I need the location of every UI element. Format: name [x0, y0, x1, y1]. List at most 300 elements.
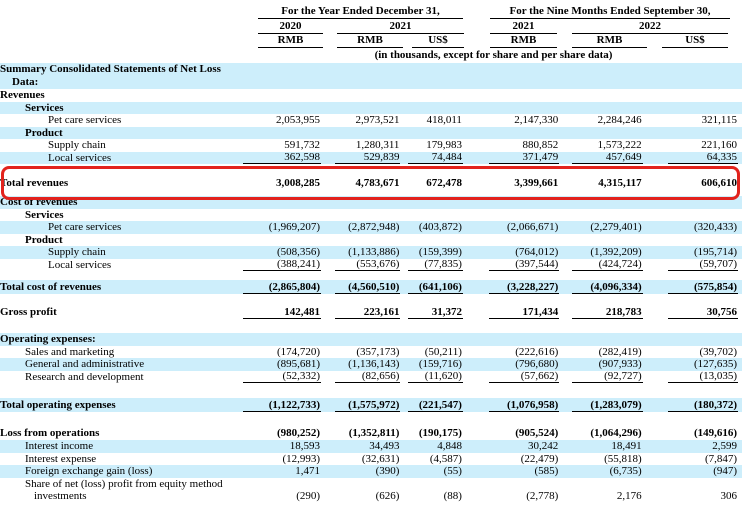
table-row [0, 171, 742, 196]
cell-value [335, 209, 400, 222]
table-row [0, 196, 742, 209]
cell-value [243, 127, 321, 140]
table-row [0, 221, 742, 234]
cell-value: 3,399,661 [514, 177, 559, 189]
cell-value [572, 478, 642, 491]
cell-value: 171,434 [489, 305, 559, 319]
row-label-text: Services [25, 208, 64, 221]
column-gap [321, 465, 335, 478]
column-gap [643, 358, 668, 371]
column-gap [321, 102, 335, 115]
cell-value [408, 234, 463, 247]
column-gap [463, 453, 489, 466]
cell-value [489, 196, 559, 209]
row-label [0, 333, 243, 346]
table-row [0, 426, 742, 440]
cell-value: (2,865,804) [243, 280, 321, 294]
cell-value: (77,835) [408, 259, 463, 272]
cell-value: 30,242 [528, 440, 559, 452]
cell-value: (92,727) [572, 371, 642, 384]
cell-value: (320,433) [693, 221, 738, 233]
column-gap [321, 371, 335, 384]
cell-value: 2,284,246 [597, 114, 642, 126]
column-gap [643, 246, 668, 259]
column-gap [321, 171, 335, 196]
row-label-text: Foreign exchange gain (loss) [25, 465, 153, 477]
row-label-text: Cost of revenues [0, 196, 78, 208]
cell-value [572, 234, 642, 247]
currency-header-rmb: RMB [572, 34, 647, 48]
table-row [0, 89, 742, 102]
cell-value: (641,106) [408, 280, 463, 294]
cell-value: (388,241) [243, 259, 321, 272]
column-gap [321, 358, 335, 371]
cell-value [489, 89, 559, 102]
row-label [0, 127, 243, 140]
cell-value: 1,573,222 [597, 139, 642, 151]
spacer-row [0, 383, 742, 398]
cell-value: 2,176 [616, 490, 642, 502]
table-row [0, 114, 742, 127]
column-gap [559, 371, 572, 384]
row-label [0, 63, 245, 89]
column-gap [643, 398, 668, 412]
column-gap [321, 426, 335, 440]
column-gap [321, 246, 335, 259]
cell-value [243, 102, 321, 115]
cell-value: (905,524) [515, 427, 559, 439]
cell-value: (1,575,972) [335, 398, 400, 412]
cell-value: (4,560,510) [335, 280, 400, 294]
row-label-text: Interest income [25, 440, 94, 452]
cell-value [243, 196, 321, 209]
column-gap [643, 234, 668, 247]
cell-value: (403,872) [418, 221, 462, 233]
column-gap [321, 221, 335, 234]
table-row [0, 478, 742, 491]
cell-value [335, 102, 400, 115]
currency-header-rmb: RMB [490, 34, 557, 48]
column-gap [400, 171, 408, 196]
table-row [0, 346, 742, 359]
cell-value: (1,122,733) [243, 398, 321, 412]
row-label-text: Local services [48, 258, 112, 271]
table-row [0, 63, 742, 89]
column-gap [643, 453, 668, 466]
cell-value: (7,847) [704, 452, 738, 465]
column-gap [463, 259, 489, 272]
row-label [0, 114, 243, 127]
cell-value: 2,599 [712, 440, 738, 452]
cell-value: (55) [443, 465, 462, 477]
column-gap [559, 305, 572, 319]
column-gap [559, 114, 572, 127]
column-gap [321, 453, 335, 466]
year-header-2021: 2021 [337, 20, 464, 34]
column-gap [400, 426, 408, 440]
column-gap [463, 398, 489, 412]
column-gap [559, 358, 572, 371]
cell-value: (907,933) [598, 358, 642, 370]
row-label-text: Supply chain [48, 139, 106, 151]
row-label-text: Share of net (loss) profit from equity method [25, 477, 223, 490]
column-gap [400, 234, 408, 247]
row-label-text: General and administrative [25, 358, 145, 370]
column-gap [321, 346, 335, 359]
cell-value: 1,280,311 [355, 139, 400, 151]
cell-value [489, 209, 559, 222]
column-gap [643, 465, 668, 478]
cell-value: (59,707) [668, 259, 738, 272]
cell-value: (39,702) [699, 345, 738, 358]
currency-header-usd: US$ [412, 34, 464, 48]
column-gap [643, 127, 668, 140]
cell-value [335, 234, 400, 247]
cell-value: 880,852 [522, 139, 559, 151]
cell-value: (222,616) [515, 345, 559, 358]
column-gap [321, 478, 335, 491]
column-gap [400, 139, 408, 152]
column-gap [400, 346, 408, 359]
cell-value: (397,544) [489, 259, 559, 272]
row-label [0, 398, 243, 412]
column-gap [559, 102, 572, 115]
cell-value [489, 478, 559, 491]
column-gap [559, 490, 572, 503]
cell-value: (2,778) [526, 490, 559, 502]
cell-value: (2,066,671) [506, 221, 559, 233]
column-gap [643, 478, 668, 491]
table-row [0, 398, 742, 412]
spacer-row [0, 319, 742, 333]
column-gap [400, 465, 408, 478]
cell-value: (1,064,296) [590, 427, 642, 439]
column-gap [559, 196, 572, 209]
year-header-2022: 2022 [572, 20, 728, 34]
column-gap [643, 102, 668, 115]
column-gap [400, 221, 408, 234]
row-label [0, 453, 243, 466]
cell-value: 4,848 [437, 440, 462, 452]
table-row [0, 234, 742, 247]
cell-value: 529,839 [335, 152, 400, 165]
cell-value [668, 196, 738, 209]
column-gap [463, 333, 489, 346]
cell-value: (174,720) [276, 345, 321, 358]
cell-value: (57,662) [489, 371, 559, 384]
cell-value: 606,610 [701, 177, 738, 189]
column-gap [463, 358, 489, 371]
cell-value: (11,620) [408, 371, 463, 384]
currency-header-usd: US$ [662, 34, 728, 48]
column-gap [400, 453, 408, 466]
cell-value: 306 [720, 490, 738, 502]
cell-value [572, 102, 642, 115]
cell-value: (2,279,401) [590, 221, 642, 233]
column-gap [400, 196, 408, 209]
cell-value: (282,419) [598, 345, 642, 358]
cell-value: (22,479) [520, 452, 559, 465]
cell-value: (947) [713, 465, 738, 477]
cell-value [243, 89, 321, 102]
column-gap [400, 209, 408, 222]
column-gap [559, 89, 572, 102]
cell-value: (180,372) [668, 398, 738, 412]
column-gap [559, 139, 572, 152]
currency-header-rmb: RMB [258, 34, 323, 48]
cell-value: 31,372 [408, 305, 463, 319]
cell-value: (50,211) [424, 345, 462, 358]
cell-value [489, 333, 559, 346]
row-label [0, 139, 243, 152]
cell-value [335, 89, 400, 102]
column-gap [400, 490, 408, 503]
column-gap [643, 196, 668, 209]
spacer-row [0, 164, 742, 171]
cell-value: (149,616) [693, 427, 738, 439]
table-row [0, 152, 742, 165]
cell-value [572, 196, 642, 209]
table-row [0, 358, 742, 371]
column-gap [463, 114, 489, 127]
column-gap [559, 221, 572, 234]
column-gap [643, 280, 668, 294]
column-gap [321, 139, 335, 152]
cell-value: (1,076,958) [489, 398, 559, 412]
cell-value: 221,160 [701, 139, 738, 151]
cell-value: 4,783,671 [355, 177, 400, 189]
cell-value: (127,635) [693, 358, 738, 370]
cell-value [668, 89, 738, 102]
column-gap [400, 127, 408, 140]
row-label-line2: Data: [12, 76, 39, 88]
cell-value [489, 234, 559, 247]
column-gap [643, 259, 668, 272]
col-group-header-year-ended: For the Year Ended December 31, [258, 5, 463, 19]
column-gap [463, 234, 489, 247]
column-gap [400, 114, 408, 127]
cell-value [243, 478, 321, 491]
cell-value: (4,587) [429, 452, 462, 465]
row-label-text: Pet care services [48, 114, 122, 126]
row-label [0, 426, 243, 440]
cell-value: (13,035) [668, 371, 738, 384]
column-gap [321, 398, 335, 412]
row-label-text: Services [25, 101, 64, 114]
table-row [0, 209, 742, 222]
row-label [0, 209, 243, 222]
column-gap [463, 171, 489, 196]
cell-value: (1,136,143) [348, 358, 400, 370]
column-gap [321, 234, 335, 247]
spacer-row [0, 294, 742, 305]
cell-value: 2,147,330 [514, 114, 559, 126]
cell-value: 142,481 [243, 305, 321, 319]
cell-value: 1,471 [295, 465, 321, 477]
column-gap [321, 89, 335, 102]
column-gap [400, 398, 408, 412]
cell-value: 4,315,117 [598, 177, 642, 189]
row-label [0, 440, 243, 453]
cell-value: (55,818) [604, 452, 642, 465]
col-group-header-nine-months: For the Nine Months Ended September 30, [490, 5, 730, 19]
column-gap [400, 259, 408, 272]
cell-value [243, 333, 321, 346]
cell-value: (4,096,334) [572, 280, 642, 294]
column-gap [463, 346, 489, 359]
row-label [0, 196, 243, 209]
cell-value: 2,053,955 [276, 114, 321, 126]
column-gap [400, 246, 408, 259]
table-body [0, 63, 742, 503]
column-gap [400, 440, 408, 453]
cell-value: (980,252) [276, 427, 321, 439]
row-label [0, 465, 243, 478]
column-gap [321, 127, 335, 140]
column-gap [643, 114, 668, 127]
column-gap [463, 426, 489, 440]
column-gap [400, 305, 408, 319]
cell-value: (1,283,079) [572, 398, 642, 412]
cell-value: 223,161 [335, 305, 400, 319]
column-gap [559, 333, 572, 346]
column-gap [559, 152, 572, 165]
column-gap [400, 371, 408, 384]
column-gap [321, 196, 335, 209]
cell-value [335, 478, 400, 491]
column-gap [559, 453, 572, 466]
cell-value [408, 89, 463, 102]
cell-value: (626) [375, 490, 400, 502]
cell-value: (190,175) [418, 427, 462, 439]
cell-value: (424,724) [572, 259, 642, 272]
cell-value [572, 89, 642, 102]
column-gap [559, 478, 572, 491]
table-row [0, 453, 742, 466]
column-gap [643, 440, 668, 453]
cell-value: 418,011 [426, 114, 462, 126]
column-gap [400, 152, 408, 165]
column-gap [643, 426, 668, 440]
table-row [0, 246, 742, 259]
cell-value: 321,115 [701, 114, 738, 126]
column-gap [643, 89, 668, 102]
cell-value [335, 127, 400, 140]
cell-value: 74,484 [408, 152, 463, 165]
column-gap [559, 171, 572, 196]
cell-value: (1,352,811) [348, 427, 400, 439]
cell-value [243, 234, 321, 247]
cell-value: (895,681) [276, 358, 321, 370]
row-label-text: Local services [48, 151, 112, 164]
row-label-text: Total operating expenses [0, 399, 116, 411]
row-label [0, 246, 243, 259]
column-gap [559, 234, 572, 247]
column-gap [463, 478, 489, 491]
cell-value [408, 127, 463, 140]
column-gap [463, 127, 489, 140]
column-gap [559, 259, 572, 272]
table-header [0, 0, 742, 63]
row-label-text: Revenues [0, 89, 45, 101]
cell-value: (159,716) [418, 358, 462, 370]
column-gap [463, 371, 489, 384]
column-gap [400, 280, 408, 294]
column-gap [463, 465, 489, 478]
column-gap [400, 102, 408, 115]
cell-value: 30,756 [668, 305, 738, 319]
column-gap [643, 346, 668, 359]
column-gap [400, 478, 408, 491]
cell-value: 18,593 [289, 440, 321, 452]
column-gap [463, 246, 489, 259]
column-gap [463, 305, 489, 319]
table-row [0, 280, 742, 294]
row-label-text: Total cost of revenues [0, 281, 102, 293]
cell-value [408, 478, 463, 491]
cell-value: (32,631) [361, 452, 400, 465]
cell-value: (221,547) [408, 398, 463, 412]
cell-value: (2,872,948) [348, 221, 400, 233]
column-gap [463, 490, 489, 503]
cell-value: (6,735) [609, 465, 642, 477]
cell-value: (88) [443, 490, 462, 502]
column-gap [643, 152, 668, 165]
cell-value: (1,969,207) [268, 221, 321, 233]
column-gap [321, 152, 335, 165]
column-gap [559, 346, 572, 359]
row-label-text: Operating expenses: [0, 333, 96, 345]
cell-value [668, 478, 738, 491]
units-note: (in thousands, except for share and per share data) [374, 49, 613, 61]
cell-value [408, 102, 463, 115]
cell-value [668, 127, 738, 140]
table-row [0, 259, 742, 272]
row-label-text: Gross profit [0, 306, 57, 318]
cell-value [335, 333, 400, 346]
row-label [0, 280, 243, 294]
cell-value: (52,332) [243, 371, 321, 384]
row-label-text: Summary Consolidated Statements of Net Loss [0, 63, 221, 75]
column-gap [321, 333, 335, 346]
column-gap [321, 209, 335, 222]
cell-value [668, 102, 738, 115]
cell-value [572, 127, 642, 140]
row-label [0, 478, 243, 491]
cell-value [572, 333, 642, 346]
cell-value [335, 196, 400, 209]
row-label-text: Sales and marketing [25, 345, 115, 358]
cell-value: 591,732 [284, 139, 321, 151]
column-gap [559, 398, 572, 412]
column-gap [559, 127, 572, 140]
year-header-2020: 2020 [258, 20, 323, 34]
row-label-text: Interest expense [25, 452, 97, 465]
cell-value [489, 127, 559, 140]
row-label [0, 490, 243, 503]
row-label-text: Product [25, 233, 63, 246]
row-label [0, 371, 243, 384]
table-row [0, 333, 742, 346]
row-label-text: Total revenues [0, 177, 69, 189]
year-header-2021-nine-months: 2021 [490, 20, 557, 34]
spacer-row [0, 412, 742, 426]
cell-value: 371,479 [489, 152, 559, 165]
column-gap [463, 102, 489, 115]
column-gap [559, 246, 572, 259]
cell-value: (508,356) [276, 246, 321, 258]
column-gap [321, 259, 335, 272]
